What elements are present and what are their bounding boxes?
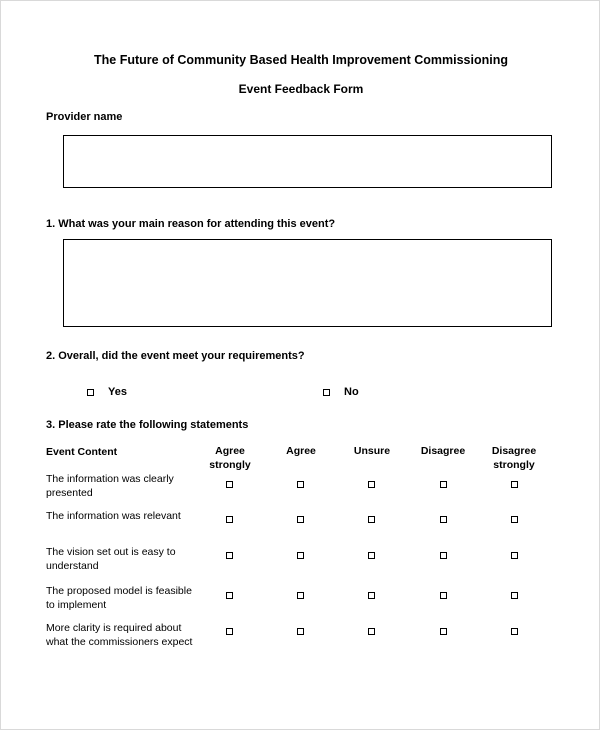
rating-checkbox-r3-unsure[interactable]	[368, 552, 375, 559]
rating-checkbox-r2-unsure[interactable]	[368, 516, 375, 523]
rating-checkbox-r3-agree-strongly[interactable]	[226, 552, 233, 559]
form-title: The Future of Community Based Health Improvement Commissioning	[94, 53, 508, 67]
col-header-disagree: Disagree	[420, 445, 466, 457]
rating-checkbox-r5-agree-strongly[interactable]	[226, 628, 233, 635]
q3-label: 3. Please rate the following statements	[46, 419, 249, 431]
statement-row-5: More clarity is required about what the commissioners expect	[46, 622, 193, 648]
rating-checkbox-r2-disagree[interactable]	[440, 516, 447, 523]
rating-checkbox-r4-agree-strongly[interactable]	[226, 592, 233, 599]
col-header-unsure: Unsure	[353, 445, 391, 457]
statement-row-1: The information was clearly presented	[46, 473, 174, 499]
rating-checkbox-r1-disagree-strongly[interactable]	[511, 481, 518, 488]
rating-checkbox-r4-agree[interactable]	[297, 592, 304, 599]
q2-label: 2. Overall, did the event meet your requirements?	[46, 350, 305, 362]
q1-answer-input[interactable]	[63, 239, 552, 327]
statement-row-2: The information was relevant	[46, 510, 181, 522]
statement-row-3: The vision set out is easy to understand	[46, 546, 176, 572]
event-content-header: Event Content	[46, 446, 118, 458]
rating-checkbox-r4-unsure[interactable]	[368, 592, 375, 599]
q2-yes-checkbox[interactable]	[87, 389, 94, 396]
rating-checkbox-r4-disagree-strongly[interactable]	[511, 592, 518, 599]
provider-name-label: Provider name	[46, 111, 123, 123]
q2-no-label: No	[344, 386, 359, 398]
q2-yes-label: Yes	[108, 386, 127, 398]
statement-row-4: The proposed model is feasible to implement	[46, 585, 192, 611]
q1-label: 1. What was your main reason for attending this event?	[46, 218, 336, 230]
rating-checkbox-r1-agree[interactable]	[297, 481, 304, 488]
q2-no-checkbox[interactable]	[323, 389, 330, 396]
rating-checkbox-r5-disagree-strongly[interactable]	[511, 628, 518, 635]
col-header-disagree-strongly: Disagree strongly	[491, 445, 537, 471]
rating-checkbox-r3-agree[interactable]	[297, 552, 304, 559]
rating-checkbox-r1-disagree[interactable]	[440, 481, 447, 488]
rating-checkbox-r2-agree-strongly[interactable]	[226, 516, 233, 523]
rating-checkbox-r5-agree[interactable]	[297, 628, 304, 635]
rating-checkbox-r3-disagree-strongly[interactable]	[511, 552, 518, 559]
form-subtitle: Event Feedback Form	[238, 82, 364, 96]
col-header-agree-strongly: Agree strongly	[209, 445, 251, 471]
rating-checkbox-r2-disagree-strongly[interactable]	[511, 516, 518, 523]
rating-checkbox-r5-unsure[interactable]	[368, 628, 375, 635]
rating-checkbox-r1-agree-strongly[interactable]	[226, 481, 233, 488]
rating-checkbox-r4-disagree[interactable]	[440, 592, 447, 599]
rating-checkbox-r5-disagree[interactable]	[440, 628, 447, 635]
col-header-agree: Agree	[286, 445, 316, 457]
rating-checkbox-r2-agree[interactable]	[297, 516, 304, 523]
rating-checkbox-r3-disagree[interactable]	[440, 552, 447, 559]
provider-name-input[interactable]	[63, 135, 552, 188]
rating-checkbox-r1-unsure[interactable]	[368, 481, 375, 488]
